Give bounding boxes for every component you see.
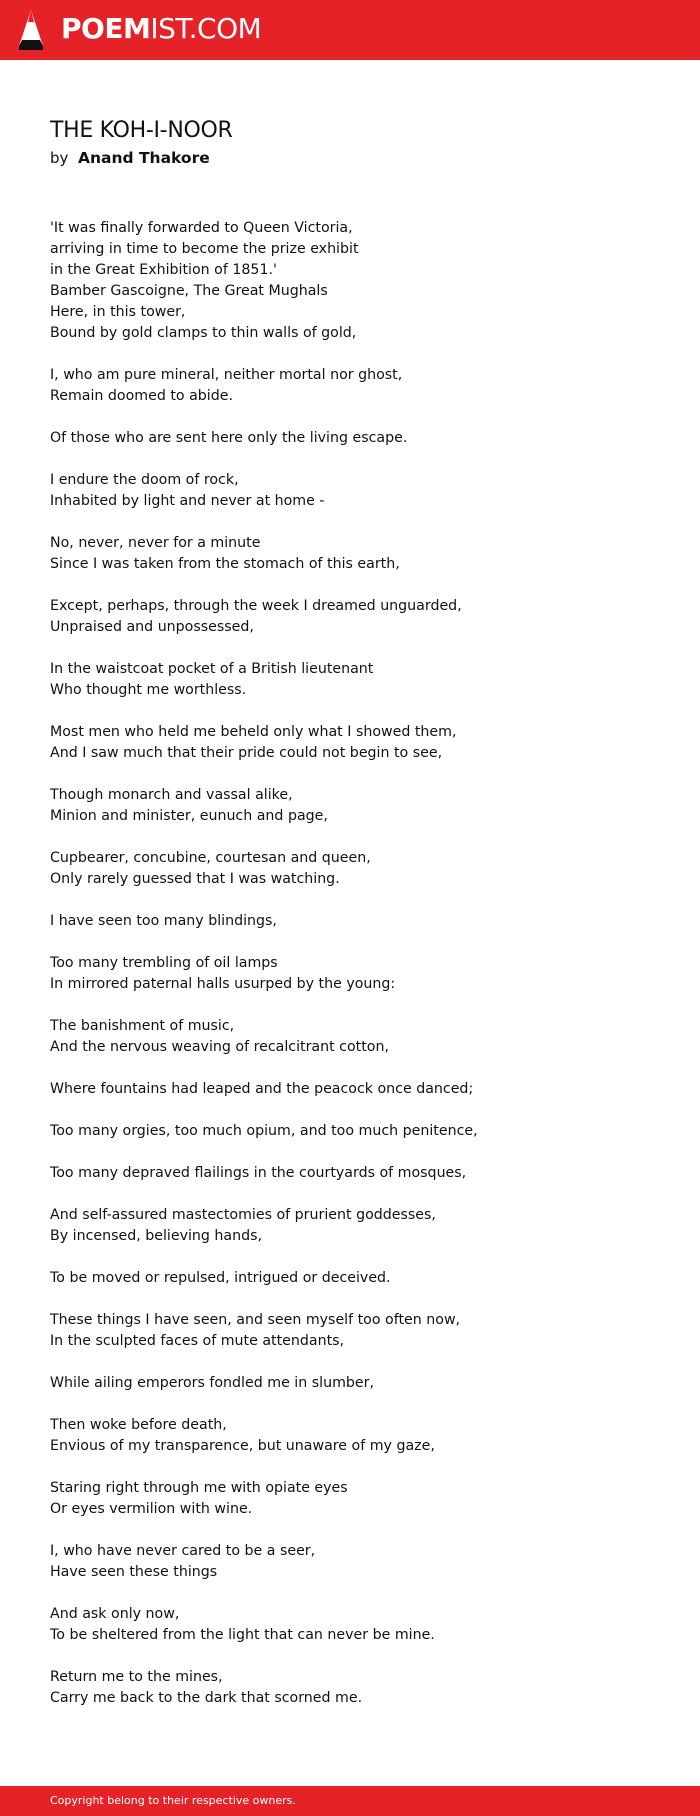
- poem-line: Too many orgies, too much opium, and too much penitence,: [50, 1123, 478, 1139]
- stanza: [50, 1121, 650, 1142]
- poem-line: Where fountains had leaped and the peacock once danced;: [50, 1081, 474, 1097]
- poem-line: Return me to the mines,: [50, 1669, 223, 1685]
- stanza: [50, 1079, 650, 1100]
- poem-line: In mirrored paternal halls usurped by the young:: [50, 976, 396, 992]
- poem-line: Or eyes vermilion with wine.: [50, 1501, 253, 1517]
- poem-line: I, who am pure mineral, neither mortal nor ghost,: [50, 367, 403, 383]
- site-logo[interactable]: [61, 12, 261, 46]
- poem-line: Carry me back to the dark that scorned me.: [50, 1690, 363, 1706]
- stanza: [50, 953, 650, 995]
- poem-line: Minion and minister, eunuch and page,: [50, 808, 328, 824]
- poem-line: Only rarely guessed that I was watching.: [50, 871, 340, 887]
- logo-text-bold: POEM: [61, 12, 151, 45]
- poem-line: I have seen too many blindings,: [50, 913, 277, 929]
- poem-line: And ask only now,: [50, 1606, 180, 1622]
- poem-line: To be moved or repulsed, intrigued or deceived.: [50, 1270, 391, 1286]
- poem-line: Most men who held me beheld only what I showed them,: [50, 724, 457, 740]
- stanza: [50, 722, 650, 764]
- poem-line: Staring right through me with opiate eyes: [50, 1480, 348, 1496]
- stanza: [50, 1478, 650, 1520]
- poem-line: To be sheltered from the light that can never be mine.: [50, 1627, 435, 1643]
- stanza: [50, 218, 650, 344]
- poem-line: Except, perhaps, through the week I dreamed unguarded,: [50, 598, 462, 614]
- poem-line: 'It was finally forwarded to Queen Victoria,: [50, 220, 353, 236]
- poem-line: Inhabited by light and never at home -: [50, 493, 325, 509]
- stanza: [50, 1667, 650, 1709]
- poem-line: No, never, never for a minute: [50, 535, 261, 551]
- poem-line: Then woke before death,: [50, 1417, 227, 1433]
- pen-nib-icon[interactable]: [18, 9, 44, 51]
- by-label: by: [50, 149, 69, 167]
- poem-line: Bamber Gascoigne, The Great Mughals: [50, 283, 328, 299]
- poem-line: Though monarch and vassal alike,: [50, 787, 293, 803]
- site-footer: [0, 1786, 700, 1816]
- stanza: [50, 470, 650, 512]
- stanza: [50, 365, 650, 407]
- stanza: [50, 1541, 650, 1583]
- poem-line: And self-assured mastectomies of prurient goddesses,: [50, 1207, 436, 1223]
- poem-line: In the waistcoat pocket of a British lieutenant: [50, 661, 374, 677]
- logo-text-light: IST.COM: [150, 12, 262, 45]
- poem-line: Remain doomed to abide.: [50, 388, 233, 404]
- stanza: [50, 533, 650, 575]
- poem-line: Since I was taken from the stomach of this earth,: [50, 556, 400, 572]
- poem-line: I, who have never cared to be a seer,: [50, 1543, 316, 1559]
- poem-header: [50, 114, 650, 168]
- poem-body: [50, 218, 650, 1730]
- poem-line: While ailing emperors fondled me in slumber,: [50, 1375, 374, 1391]
- stanza: [50, 1205, 650, 1247]
- poem-line: Of those who are sent here only the living escape.: [50, 430, 408, 446]
- stanza: [50, 1604, 650, 1646]
- stanza: [50, 848, 650, 890]
- poem-line: Who thought me worthless.: [50, 682, 247, 698]
- poem-line: The banishment of music,: [50, 1018, 235, 1034]
- stanza: [50, 1016, 650, 1058]
- poem-line: arriving in time to become the prize exhibit: [50, 241, 359, 257]
- stanza: [50, 659, 650, 701]
- poem-line: Too many trembling of oil lamps: [50, 955, 278, 971]
- poem-line: Bound by gold clamps to thin walls of gold,: [50, 325, 357, 341]
- stanza: [50, 1310, 650, 1352]
- poem-line: Have seen these things: [50, 1564, 218, 1580]
- poem-line: Cupbearer, concubine, courtesan and queen,: [50, 850, 371, 866]
- poem-line: And I saw much that their pride could not begin to see,: [50, 745, 443, 761]
- poem-line: in the Great Exhibition of 1851.': [50, 262, 277, 278]
- site-header: [0, 0, 700, 60]
- poem-line: Unpraised and unpossessed,: [50, 619, 254, 635]
- poem-line: These things I have seen, and seen myself too often now,: [50, 1312, 461, 1328]
- stanza: [50, 428, 650, 449]
- poem-line: Here, in this tower,: [50, 304, 186, 320]
- poem-title: THE KOH-I-NOOR: [50, 118, 233, 143]
- copyright-text: Copyright belong to their respective owners.: [50, 1794, 296, 1807]
- stanza: [50, 1373, 650, 1394]
- byline: [50, 148, 650, 168]
- poem-line: And the nervous weaving of recalcitrant cotton,: [50, 1039, 389, 1055]
- stanza: [50, 911, 650, 932]
- poem-line: In the sculpted faces of mute attendants,: [50, 1333, 345, 1349]
- poem-line: I endure the doom of rock,: [50, 472, 239, 488]
- poem-line: By incensed, believing hands,: [50, 1228, 263, 1244]
- stanza: [50, 1163, 650, 1184]
- stanza: [50, 596, 650, 638]
- poem-line: Too many depraved flailings in the courtyards of mosques,: [50, 1165, 467, 1181]
- stanza: [50, 1268, 650, 1289]
- stanza: [50, 1415, 650, 1457]
- author-name: Anand Thakore: [77, 149, 210, 167]
- stanza: [50, 785, 650, 827]
- poem-line: Envious of my transparence, but unaware of my gaze,: [50, 1438, 435, 1454]
